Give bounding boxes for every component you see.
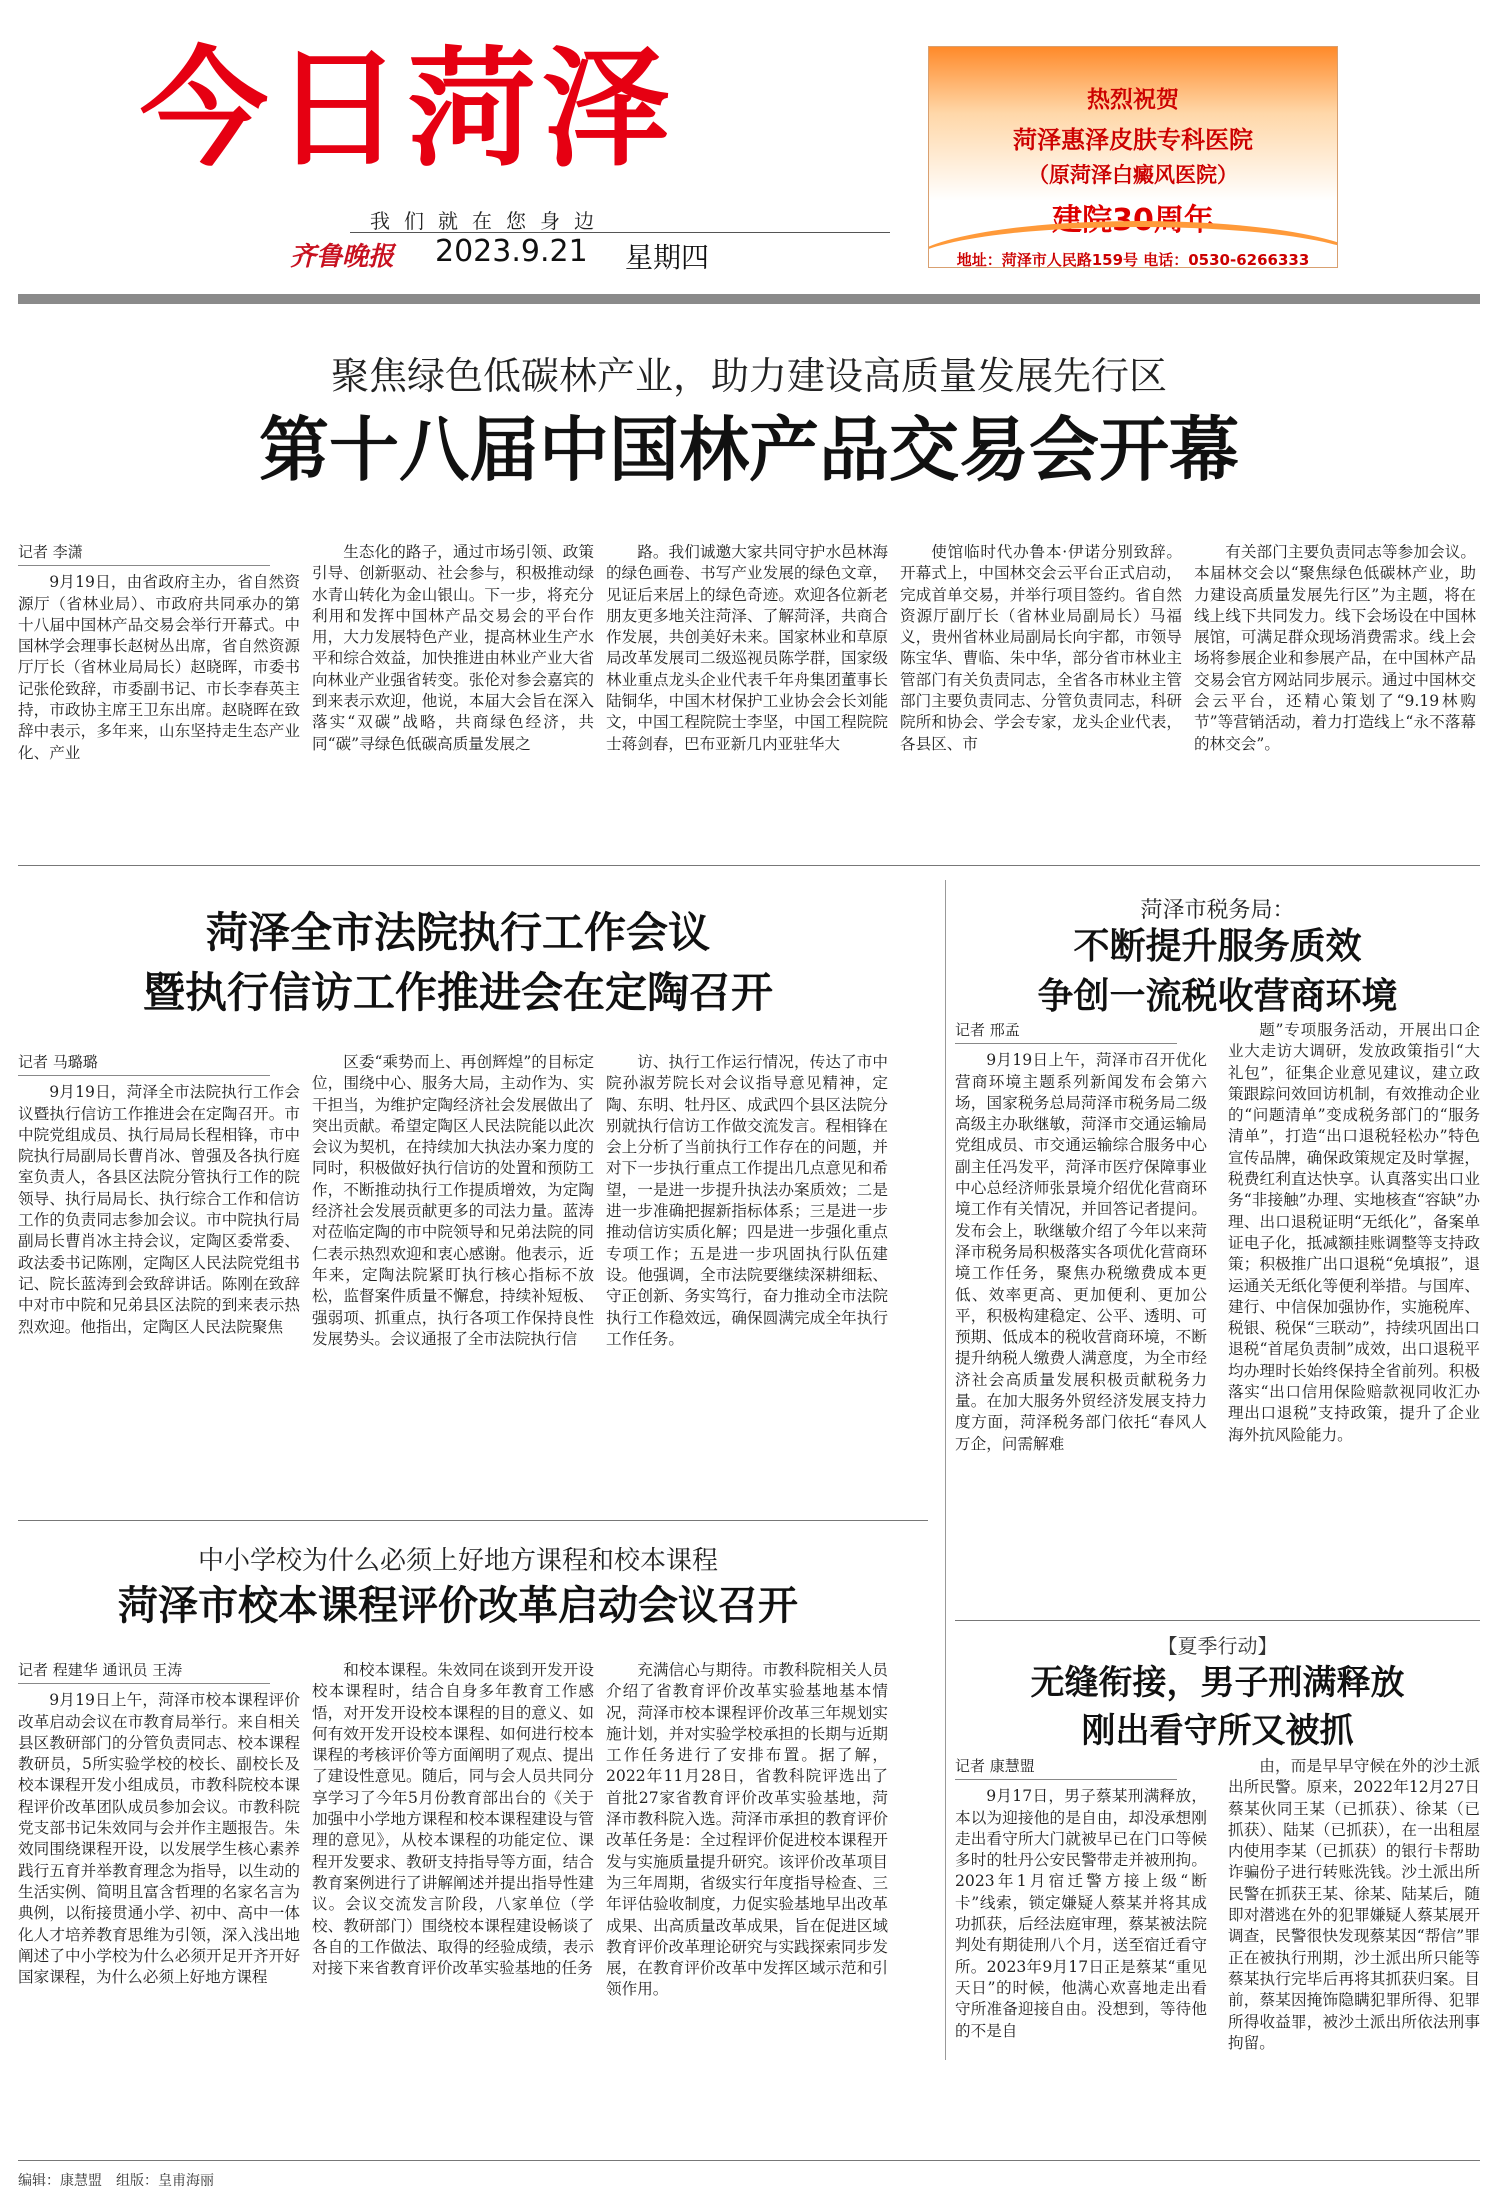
article1-col3-text: 路。我们诚邀大家共同守护水邑林海的绿色画卷、书写产业发展的绿色文章，见证后来居上的绿色奇迹。欢迎各位新老朋友更多地关注菏泽、了解菏泽，共商合作发展，共创美好未来。国家林业和草原局改革发展司二级巡视员陈学群，国家级林业重点龙头企业代表千年舟集团董事长陆铜华，中国木材保护工业协会会长刘能文，中国工程院院士李坚，中国工程院院士蒋剑春，巴布亚新几内亚驻华大	[606, 543, 888, 753]
article4-column-1	[18, 1660, 300, 2148]
article1-kicker: 聚焦绿色低碳林产业，助力建设高质量发展先行区	[330, 354, 1167, 398]
brand-logo: 齐鲁晚报	[290, 242, 395, 272]
article5-column-1	[955, 1756, 1207, 2151]
article4-col3-text: 充满信心与期待。市教科院相关人员介绍了省教育评价改革实验基地基本情况，菏泽市校本课程评价改革三年规划实施计划，并对实验学校承担的长期与近期工作任务进行了安排布置。据了解，2022年11月28日，省教科院评选出了首批27家省教育评价改革实验基地，菏泽市教科院入选。菏泽市承担的教育评价改革任务是：全过程评价促进校本课程开发与实施质量提升研究。该评价改革项目为三年周期，省级实行年度指导检查、三年评估验收制度，力促实验基地早出改革成果、出高质量改革成果，旨在促进区域教育评价改革理论研究与实践探索同步发展，在教育评价改革中发挥区域示范和引领作用。	[606, 1661, 888, 1999]
article1-column-1	[18, 542, 300, 842]
article5-kicker: 【夏季行动】	[1157, 1634, 1278, 1658]
article1-headline: 第十八届中国林产品交易会开幕	[259, 408, 1239, 491]
article4-kicker: 中小学校为什么必须上好地方课程和校本课程	[197, 1546, 718, 1576]
ad-line-5: 地址：菏泽市人民路159号 电话：0530-6266333	[956, 251, 1310, 268]
footer-credits: 编辑：康慧盟 组版：皇甫海丽	[18, 2173, 214, 2189]
article3-col2-text: 题”专项服务活动，开展出口企业大走访大调研，发放政策指引“大礼包”，征集企业意见建议，建立政策跟踪问效回访机制，有效推动企业的“问题清单”变成税务部门的“服务清单”，打造“出口退税轻松办”特色宣传品牌，确保政策规定及时掌握，税费红利直达快享。认真落实出口业务“非接触”办理、实地核查“容缺”办理、出口退税证明“无纸化”，备案单证电子化，抵减额挂账调整等支持政策；积极推广出口退税“免填报”，退运通关无纸化等便利举措。与国库、建行、中信保加强协作，实施税库、税银、税保“三联动”，持续巩固出口退税“首尾负责制”成效，出口退税平均办理时长始终保持全省前列。积极落实“出口信用保险赔款视同收汇办理出口退税”支持政策，提升了企业海外抗风险能力。	[1228, 1021, 1480, 1444]
article2-column-1	[18, 1052, 300, 1512]
article4-col2-text: 和校本课程。朱效同在谈到开发开设校本课程时，结合自身多年教育工作感悟，对开发开设校本课程的目的意义、如何有效开发开设校本课程、如何进行校本课程的考核评价等方面阐明了观点、提出了建设性意见。随后，同与会人员共同分享学习了今年5月份教育部出台的《关于加强中小学地方课程和校本课程建设与管理的意见》，从校本课程的功能定位、课程开发要求、教研支持指导等方面，结合教育案例进行了讲解阐述并提出指导性建议。会议交流发言阶段，八家单位（学校、教研部门）围绕校本课程建设畅谈了各自的工作做法、取得的经验成绩，表示对接下来省教育评价改革实验基地的任务	[312, 1661, 594, 1978]
article3-headline-1: 不断提升服务质效	[1073, 925, 1362, 967]
issue-weekday: 星期四	[625, 241, 710, 274]
article4-byline: 记者 程建华 通讯员 王涛	[18, 1660, 270, 1684]
ad-line-4: 建院30周年	[1052, 203, 1214, 238]
section-divider-2	[18, 1520, 928, 1521]
article1-column-5	[1194, 542, 1476, 842]
article2-headline-1: 菏泽全市法院执行工作会议	[205, 908, 710, 957]
article3-kicker: 菏泽市税务局：	[1140, 898, 1295, 923]
article2-column-3	[606, 1052, 888, 1512]
hospital-ad[interactable]	[928, 46, 1338, 268]
ad-line-2: 菏泽惠泽皮肤专科医院	[1013, 126, 1253, 154]
article4-column-2	[312, 1660, 594, 2148]
article5-headline-1: 无缝衔接，男子刑满释放	[1030, 1663, 1405, 1703]
ad-line-1: 热烈祝贺	[1087, 87, 1179, 113]
article1-col4-text: 使馆临时代办鲁本·伊诺分别致辞。开幕式上，中国林交会云平台正式启动，完成首单交易，并举行项目签约。省自然资源厅副厅长（省林业局副局长）马福义，贵州省林业局副局长向宇都，市领导陈宝华、曹临、朱中华，部分省市林业主管部门有关负责同志，全省各市林业主管部门主要负责同志、分管负责同志，科研院所和协会、学会专家，龙头企业代表，各县区、市	[900, 543, 1182, 753]
article1-col2-text: 生态化的路子，通过市场引领、政策引导、创新驱动、社会参与，积极推动绿水青山转化为金山银山。下一步，将充分利用和发挥中国林产品交易会的平台作用，大力发展特色产业，提高林业生产水平和综合效益，加快推进由林业产业大省向林业产业强省转变。张伦对参会嘉宾的到来表示欢迎，他说，本届大会旨在深入落实“双碳”战略，共商绿色经济，共同“碳”寻绿色低碳高质量发展之	[312, 543, 594, 753]
article5-column-2	[1228, 1756, 1480, 2151]
article5-col2-text: 由，而是早早守候在外的沙土派出所民警。原来，2022年12月27日蔡某伙同王某（已抓获）、徐某（已抓获）、陆某（已抓获），在一出租屋内使用李某（已抓获）的银行卡帮助诈骗份子进行转账洗钱。沙土派出所民警在抓获王某、徐某、陆某后，随即对潜逃在外的犯罪嫌疑人蔡某展开调查，民警很快发现蔡某因“帮信”罪正在被执行刑期，沙土派出所只能等蔡某执行完毕后再将其抓获归案。目前，蔡某因掩饰隐瞒犯罪所得、犯罪所得收益罪，被沙土派出所依法刑事拘留。	[1228, 1757, 1480, 2052]
ad-line-3: （原菏泽白癜风医院）	[1028, 163, 1238, 187]
column-divider-vertical	[945, 880, 946, 2060]
article3-col1-text: 9月19日上午，菏泽市召开优化营商环境主题系列新闻发布会第六场，国家税务总局菏泽市税务局二级高级主办耿继敏，菏泽市交通运输局党组成员、市交通运输综合服务中心副主任冯发平，菏泽市医疗保障事业中心总经济师张景境介绍优化营商环境工作有关情况，并回答记者提问。发布会上，耿继敏介绍了今年以来菏泽市税务局积极落实各项优化营商环境工作任务，聚焦办税缴费成本更低、效率更高、更加便利、更加公平，积极构建稳定、公平、透明、可预期、低成本的税收营商环境，不断提升纳税人缴费人满意度，为全市经济社会高质量发展积极贡献税务力量。在加大服务外贸经济发展支持力度方面，菏泽税务部门依托“春风人万企，问需解难	[955, 1051, 1207, 1453]
article2-col1-text: 9月19日，菏泽全市法院执行工作会议暨执行信访工作推进会在定陶召开。市中院党组成员、执行局局长程相锋，市中院执行局副局长曹肖冰、曾强及各执行庭室负责人，各县区法院分管执行工作的院领导、执行局局长、执行综合工作和信访工作的负责同志参加会议。市中院执行局副局长曹肖冰主持会议，定陶区委常委、政法委书记陈刚，定陶区人民法院党组书记、院长蓝涛到会致辞讲话。陈刚在致辞中对市中院和兄弟县区法院的到来表示热烈欢迎。他指出，定陶区人民法院聚焦	[18, 1083, 300, 1336]
article3-column-1	[955, 1020, 1207, 1615]
article5-headline-2: 刚出看守所又被抓	[1081, 1711, 1354, 1751]
article1-column-3	[606, 542, 888, 842]
issue-date: 2023.9.21	[435, 234, 588, 269]
article1-col5-text: 有关部门主要负责同志等参加会议。本届林交会以“聚焦绿色低碳林产业，助力建设高质量发展先行区”为主题，将在线上线下共同发力。线下会场设在中国林展馆，可满足群众现场消费需求。线上会场将参展企业和参展产品，在中国林产品交易会官方网站同步展示。通过中国林交会云平台，还精心策划了“9.19林购节”等营销活动，着力打造线上“永不落幕的林交会”。	[1194, 543, 1476, 753]
footer-divider	[18, 2160, 1480, 2161]
article2-column-2	[312, 1052, 594, 1512]
article5-byline: 记者 康慧盟	[955, 1756, 1177, 1780]
masthead-title: 今日菏泽	[140, 35, 677, 184]
article2-byline: 记者 马璐璐	[18, 1052, 270, 1076]
article2-col3-text: 访、执行工作运行情况，传达了市中院孙淑芳院长对会议指导意见精神，定陶、东明、牡丹区、成武四个县区法院分别就执行信访工作做交流发言。程相锋在会上分析了当前执行工作存在的问题，并对下一步执行重点工作提出几点意见和希望，一是进一步提升执法办案质效；二是进一步准确把握新指标体系；三是进一步推动信访实质化解；四是进一步强化重点专项工作；五是进一步巩固执行队伍建设。他强调，全市法院要继续深耕细耘、守正创新、务实笃行，奋力推动全市法院执行工作稳效远，确保圆满完成全年执行工作任务。	[606, 1053, 888, 1348]
article2-headline-2: 暨执行信访工作推进会在定陶召开	[142, 968, 773, 1017]
article1-byline: 记者 李潇	[18, 542, 270, 566]
section-divider-3	[955, 1620, 1480, 1621]
masthead-divider	[350, 232, 890, 233]
article4-column-3	[606, 1660, 888, 2148]
article5-col1-text: 9月17日，男子蔡某刑满释放，本以为迎接他的是自由，却没承想刚走出看守所大门就被早已在门口等候多时的牡丹公安民警带走并被刑拘。2023年1月宿迁警方接上级“断卡”线索，锁定嫌疑人蔡某并将其成功抓获，后经法庭审理，蔡某被法院判处有期徒刑八个月，送至宿迁看守所。2023年9月17日正是蔡某“重见天日”的时候，他满心欢喜地走出看守所准备迎接自由。没想到，等待他的不是自	[955, 1787, 1207, 2040]
masthead-slogan: 我们就在您身边	[370, 209, 608, 233]
article4-col1-text: 9月19日上午，菏泽市校本课程评价改革启动会议在市教育局举行。来自相关县区教研部门的分管负责同志、校本课程教研员，5所实验学校的校长、副校长及校本课程开发小组成员，市教科院校本课程评价改革团队成员参加会议。市教科院党支部书记朱效同与会并作主题报告。朱效同围绕课程开设，以发展学生核心素养践行五育并举教育理念为指导，以生动的生活实例、简明且富含哲理的名家名言为典例，以衔接贯通小学、初中、高中一体化人才培养教育思维为引领，深入浅出地阐述了中小学校为什么必须开足开齐开好国家课程，为什么必须上好地方课程	[18, 1691, 300, 1987]
article3-column-2	[1228, 1020, 1480, 1615]
article4-headline: 菏泽市校本课程评价改革启动会议召开	[118, 1582, 798, 1629]
article1-column-4	[900, 542, 1182, 842]
article2-col2-text: 区委“乘势而上、再创辉煌”的目标定位，围绕中心、服务大局，主动作为、实干担当，为维护定陶经济社会发展做出了突出贡献。希望定陶区人民法院能以此次会议为契机，在持续加大执法办案力度的同时，积极做好执行信访的处置和预防工作，不断推动执行工作提质增效，为定陶经济社会发展贡献更多的司法力量。蓝涛对莅临定陶的市中院领导和兄弟法院的同仁表示热烈欢迎和衷心感谢。他表示，近年来，定陶法院紧盯执行核心指标不放松，监督案件质量不懈怠，持续补短板、强弱项、抓重点，执行各项工作保持良性发展势头。会议通报了全市法院执行信	[312, 1053, 594, 1348]
masthead-rule	[18, 294, 1480, 304]
article1-col1-text: 9月19日，由省政府主办，省自然资源厅（省林业局）、市政府共同承办的第十八届中国林产品交易会举行开幕式。中国林学会理事长赵树丛出席，省自然资源厅厅长（省林业局局长）赵晓晖，市委书记张伦致辞，市委副书记、市长李春英主持，市政协主席王卫东出席。赵晓晖在致辞中表示，多年来，山东坚持走生态产业化、产业	[18, 573, 300, 762]
section-divider-1	[18, 865, 1480, 866]
article3-byline: 记者 邢孟	[955, 1020, 1177, 1044]
article3-headline-2: 争创一流税收营商环境	[1037, 975, 1398, 1017]
article1-column-2	[312, 542, 594, 842]
